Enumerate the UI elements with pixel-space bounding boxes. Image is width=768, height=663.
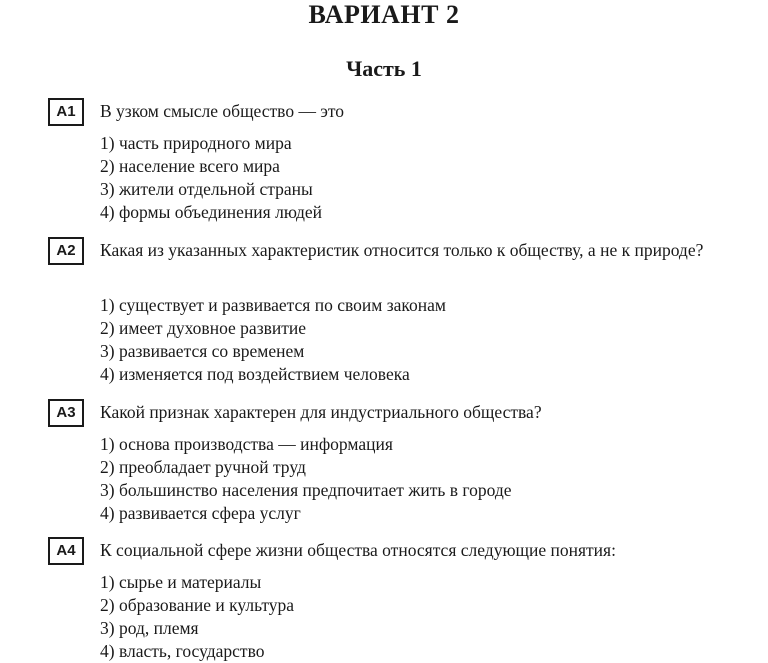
answer-option: 3) развивается со временем <box>100 341 305 361</box>
answer-options <box>100 294 446 386</box>
answer-option: 2) население всего мира <box>100 156 280 176</box>
question-text: В узком смысле общество — это <box>100 101 345 121</box>
question-text: К социальной сфере жизни общества относятся следующие понятия: <box>100 540 616 560</box>
question-number-badge: А4 <box>48 537 84 565</box>
answer-option: 3) род, племя <box>100 618 199 638</box>
answer-option: 4) формы объединения людей <box>100 202 323 222</box>
answer-option: 1) существует и развивается по своим законам <box>100 295 446 315</box>
answer-option: 2) образование и культура <box>100 595 295 615</box>
question-number-badge: А1 <box>48 98 84 126</box>
answer-option: 4) власть, государство <box>100 641 265 661</box>
variant-title: ВАРИАНТ 2 <box>308 0 460 29</box>
question-number-badge: А3 <box>48 399 84 427</box>
answer-options <box>100 433 512 525</box>
question-text: Какой признак характерен для индустриального общества? <box>100 402 542 422</box>
answer-option: 3) жители отдельной страны <box>100 179 313 199</box>
answer-option: 4) развивается сфера услуг <box>100 503 301 523</box>
question-number-badge: А2 <box>48 237 84 265</box>
answer-option: 2) преобладает ручной труд <box>100 457 306 477</box>
answer-options <box>100 132 322 224</box>
answer-option: 1) сырье и материалы <box>100 572 262 592</box>
answer-option: 1) часть природного мира <box>100 133 292 153</box>
answer-option: 3) большинство населения предпочитает жить в городе <box>100 480 512 500</box>
answer-option: 4) изменяется под воздействием человека <box>100 364 410 384</box>
question-text: Какая из указанных характеристик относится только к обществу, а не к природе? <box>100 240 704 260</box>
answer-options <box>100 571 294 663</box>
answer-option: 2) имеет духовное развитие <box>100 318 307 338</box>
answer-option: 1) основа производства — информация <box>100 434 393 454</box>
part-title: Часть 1 <box>346 56 422 81</box>
